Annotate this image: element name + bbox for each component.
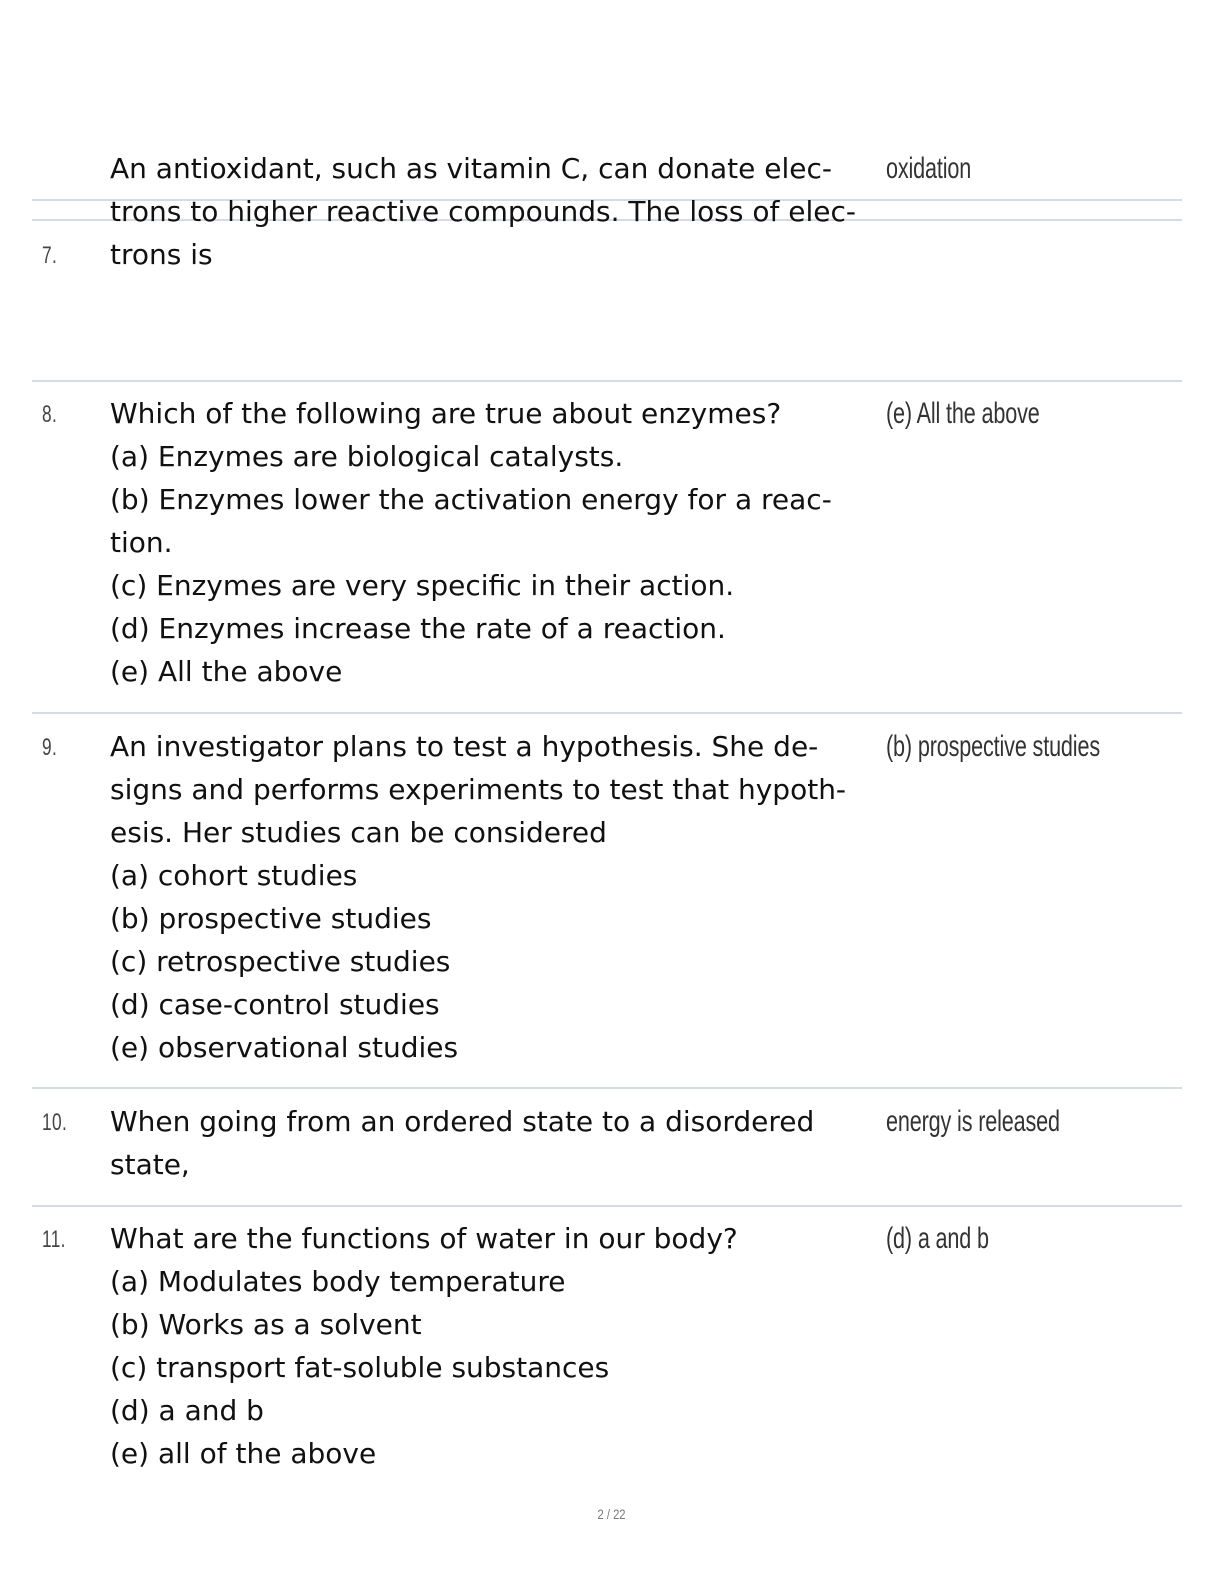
question-line: trons is [110, 238, 213, 271]
answer-text: oxidation [886, 152, 972, 185]
question-text [110, 1217, 880, 1475]
divider [32, 380, 1182, 382]
question-line: An investigator plans to test a hypothesis. She de- [110, 730, 819, 763]
question-number: 8. [42, 401, 58, 428]
question-line: (a) Modulates body temperature [110, 1265, 566, 1298]
answer-text: (d) a and b [886, 1222, 989, 1255]
answer-text: (e) All the above [886, 397, 1040, 430]
question-text [110, 147, 880, 276]
question-line: esis. Her studies can be considered [110, 816, 607, 849]
question-line: trons to higher reactive compounds. The loss of elec- [110, 195, 857, 228]
answer-text: energy is released [886, 1105, 1060, 1138]
question-number: 11. [42, 1226, 66, 1253]
question-line: (d) a and b [110, 1394, 264, 1427]
question-line: tion. [110, 526, 173, 559]
question-line: An antioxidant, such as vitamin C, can donate elec- [110, 152, 832, 185]
question-line: When going from an ordered state to a disordered [110, 1105, 815, 1138]
question-number: 10. [42, 1109, 68, 1136]
question-line: (d) Enzymes increase the rate of a reaction. [110, 612, 726, 645]
answer-text: (b) prospective studies [886, 730, 1100, 763]
question-line: Which of the following are true about enzymes? [110, 397, 782, 430]
question-text [110, 392, 880, 693]
question-line: (c) retrospective studies [110, 945, 451, 978]
question-line: (b) prospective studies [110, 902, 432, 935]
question-line: (a) Enzymes are biological catalysts. [110, 440, 624, 473]
page-footer [0, 1506, 1224, 1522]
question-number: 9. [42, 734, 58, 761]
divider [32, 712, 1182, 714]
divider [32, 1087, 1182, 1089]
question-line: (c) transport fat-soluble substances [110, 1351, 610, 1384]
question-line: signs and performs experiments to test that hypoth- [110, 773, 847, 806]
question-line: state, [110, 1148, 190, 1181]
divider [32, 1205, 1182, 1207]
question-line: (c) Enzymes are very specific in their action. [110, 569, 735, 602]
question-line: What are the functions of water in our body? [110, 1222, 738, 1255]
page-indicator: 2 / 22 [597, 1506, 627, 1522]
question-line: (b) Works as a solvent [110, 1308, 422, 1341]
question-line: (e) all of the above [110, 1437, 377, 1470]
question-text [110, 725, 880, 1069]
question-number: 7. [42, 242, 58, 269]
question-line: (d) case-control studies [110, 988, 440, 1021]
question-text [110, 1100, 880, 1186]
question-line: (b) Enzymes lower the activation energy for a reac- [110, 483, 832, 516]
question-line: (a) cohort studies [110, 859, 358, 892]
question-line: (e) All the above [110, 655, 343, 688]
question-line: (e) observational studies [110, 1031, 459, 1064]
